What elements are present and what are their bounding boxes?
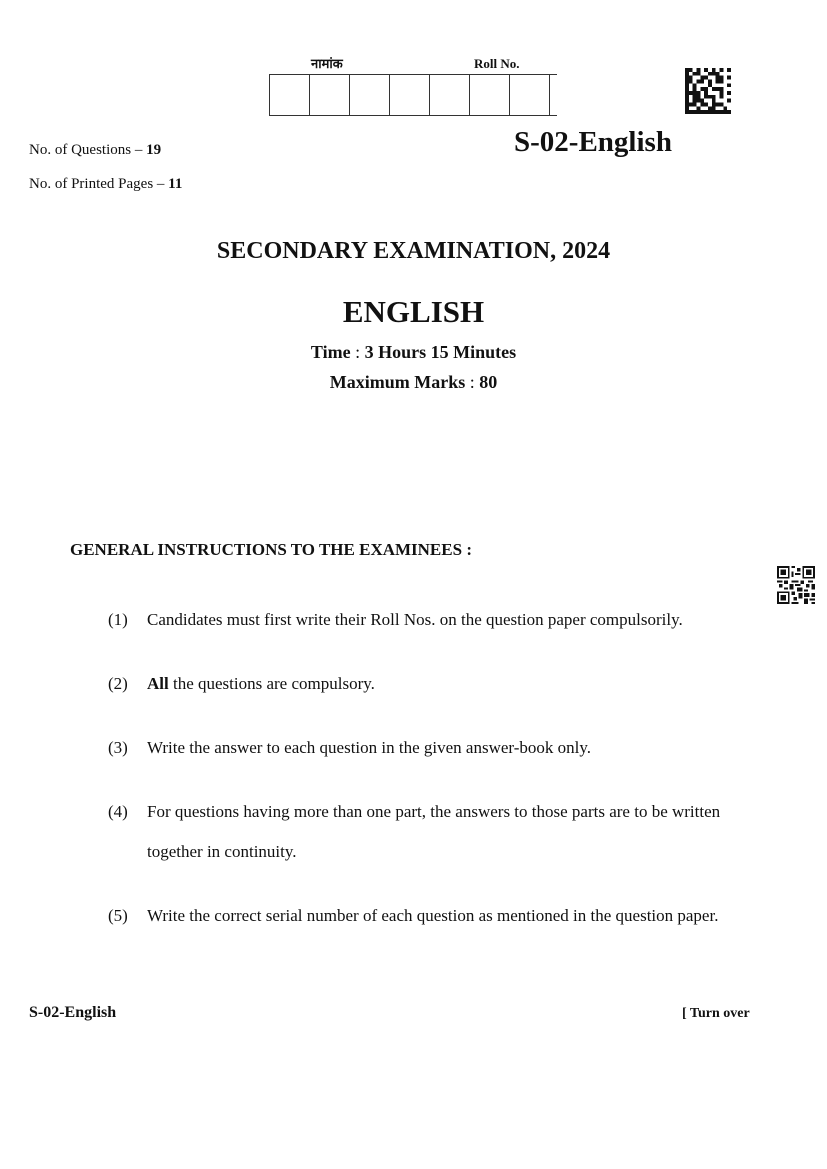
data-matrix-icon (684, 68, 732, 114)
instruction-number: (4) (108, 802, 128, 821)
marks-separator: : (469, 372, 475, 392)
roll-number-boxes (269, 74, 557, 116)
marks-value: 80 (479, 372, 498, 392)
instruction-item (108, 792, 748, 872)
subject-title: ENGLISH (342, 294, 485, 329)
roll-box[interactable] (510, 75, 550, 115)
instruction-text: Candidates must first write their Roll Nos. on the question paper compulsorily. (147, 610, 683, 629)
instruction-number: (1) (108, 610, 128, 629)
instruction-item (108, 600, 748, 640)
time-separator: : (355, 342, 361, 362)
questions-label: No. of Questions – (29, 142, 143, 158)
pages-value: 11 (168, 176, 183, 192)
exam-time (0, 342, 827, 363)
instruction-text: For questions having more than one part, the answers to those parts are to be written together in continuity. (147, 802, 721, 861)
marks-label: Maximum Marks (329, 372, 466, 392)
instruction-item (108, 728, 748, 768)
instruction-item (108, 896, 748, 936)
paper-code: S-02-English (514, 126, 672, 158)
instruction-emphasis: All (147, 674, 169, 693)
instructions-heading: GENERAL INSTRUCTIONS TO THE EXAMINEES : (70, 540, 472, 559)
instruction-number: (2) (108, 674, 128, 693)
maximum-marks (0, 372, 827, 393)
pages-label: No. of Printed Pages – (29, 176, 165, 192)
roll-label-hindi: नामांक (311, 57, 343, 72)
instruction-item (108, 664, 748, 704)
turn-over-label: [ Turn over (682, 1006, 750, 1021)
roll-box[interactable] (470, 75, 510, 115)
instruction-number: (3) (108, 738, 128, 757)
questions-value: 19 (146, 142, 162, 158)
exam-title: SECONDARY EXAMINATION, 2024 (216, 238, 611, 264)
instruction-text: Write the answer to each question in the given answer-book only. (147, 738, 591, 757)
roll-box[interactable] (390, 75, 430, 115)
roll-box[interactable] (310, 75, 350, 115)
instruction-text: Write the correct serial number of each question as mentioned in the question paper. (147, 906, 719, 925)
instruction-text (147, 664, 748, 704)
time-value: 3 Hours 15 Minutes (364, 342, 517, 362)
roll-box[interactable] (270, 75, 310, 115)
instruction-text-rest: the questions are compulsory. (168, 674, 375, 693)
qr-code-icon (776, 566, 816, 604)
time-label: Time (310, 342, 351, 362)
footer-paper-code: S-02-English (29, 1004, 117, 1021)
roll-label-english: Roll No. (474, 56, 520, 71)
questions-count (29, 142, 161, 159)
roll-number-section (269, 54, 557, 116)
roll-box[interactable] (430, 75, 470, 115)
printed-pages-count (29, 176, 182, 193)
instruction-number: (5) (108, 906, 128, 925)
roll-box[interactable] (350, 75, 390, 115)
